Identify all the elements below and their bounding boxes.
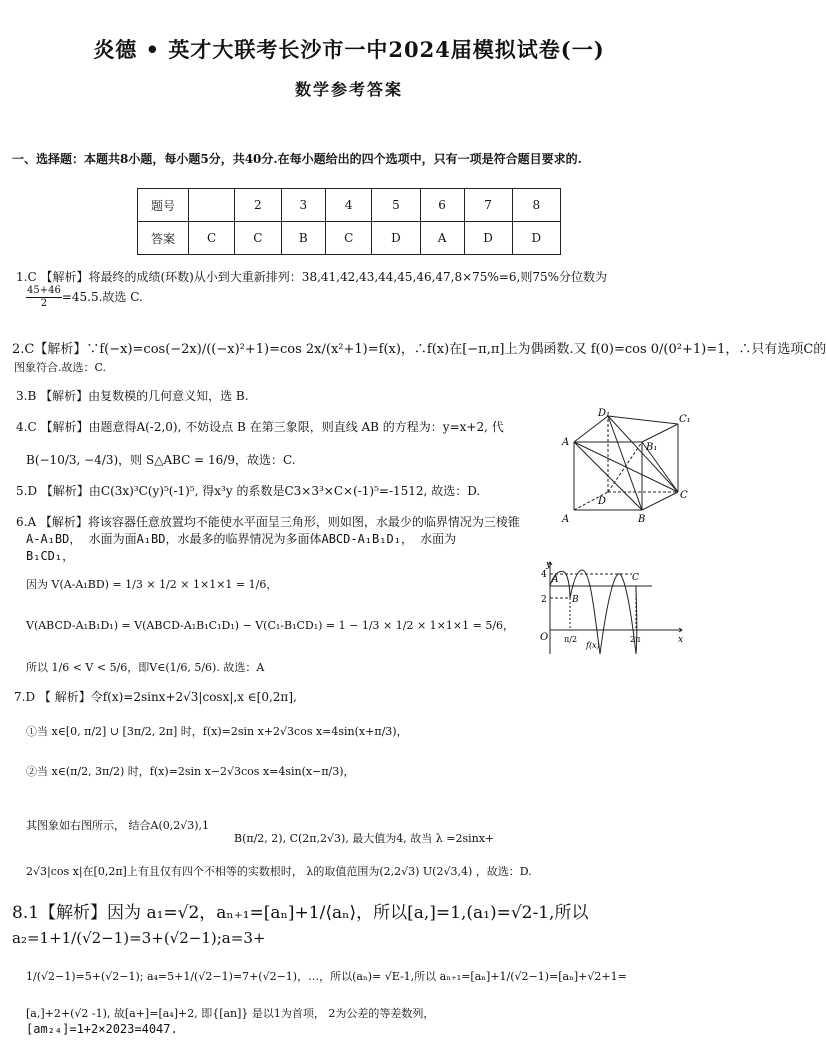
q6-line3: B₁CD₁， [26,549,75,563]
table-header-cell: 答案 [138,222,189,255]
table-cell: C [235,222,281,255]
cube-diagram [558,404,690,526]
q6-line1: 6.A 【解析】将该容器任意放置均不能使水平面呈三角形，则如图，水最少的临界情况为三棱锥 [16,515,520,529]
page-title: 炎德 • 英才大联考长沙市一中2024届模拟试卷(一) [93,37,605,62]
q8-line4: [a,]+2+(√2 -1), 故[a+]=[a₄]+2, 即{[an]} 是以1为首项， 2为公差的等差数列， [26,1007,435,1020]
graph-label-b: B [572,595,579,605]
table-cell: D [464,222,512,255]
q1-fraction: $\frac{45+46}{2}$ [27,285,61,309]
cube-label-c: C [680,490,688,501]
graph-label-fx: f(x) [586,641,600,650]
table-cell: 5 [372,189,420,222]
cube-label-c1: C₁ [679,414,691,425]
q6-line6: 所以 1/6 < V < 5/6，即V∈(1/6, 5/6). 故选：A [26,661,265,674]
q8-line1: 8.1【解析】因为 a₁=√2，aₙ₊₁=[aₙ]+1/⟨aₙ⟩，所以[a,]=1,(a₁)=√2-1,所以 [12,903,589,923]
table-cell [189,189,235,222]
q7-line5: B(π/2, 2), C(2π,2√3), 最大值为4, 故当 λ =2sinx+ [234,832,495,845]
q8-line3: 1/(√2−1)=5+(√2−1); a₄=5+1/(√2−1)=7+(√2−1)，…，所以(aₙ)= √E-1,所以 aₙ₊₁=[aₙ]+1/(√2−1)=[aₙ]+√2+1= [26,970,627,983]
section-heading: 一、选择题：本题共8小题，每小题5分，共40分.在每小题给出的四个选项中，只有一项是符合题目要求的. [12,152,582,166]
table-cell: C [326,222,372,255]
graph-label-2pi: 2π [630,635,641,644]
cube-label-b: B [638,514,646,525]
graph-label-2: 2 [541,595,547,605]
table-header-cell: 题号 [138,189,189,222]
table-cell: 8 [512,189,560,222]
q7-line3: ②当 x∈(π/2, 3π/2) 时，f(x)=2sin x−2√3cos x=4sin(x−π/3)， [26,765,355,778]
q7-line6: 2√3|cos x|在[0,2π]上有且仅有四个不相等的实数根时， λ的取值范围为(2,2√3) U(2√3,4) ，故选：D. [26,865,532,878]
q6-line2: A-A₁BD， 水面为面A₁BD，水最多的临界情况为多面体ABCD-A₁B₁D₁， 水面为 [26,532,457,546]
graph-label-pi2: π/2 [564,635,578,644]
q6-line5: V(ABCD-A₁B₁D₁) = V(ABCD-A₁B₁C₁D₁) − V(C₁-B₁CD₁) = 1 − 1/3 × 1/2 × 1×1×1 = 5/6， [26,619,515,632]
cube-label-b1: B₁ [646,442,658,453]
table-cell: A [420,222,464,255]
table-cell: 7 [464,189,512,222]
q2-line2: 图象符合.故选：C. [14,361,107,374]
q1-line2: $\frac{45+46}{2}$ =45.5.故选 C. [27,285,143,309]
graph-label-4: 4 [541,570,547,580]
q8-line5: [am₂₄]=1+2×2023=4047. [26,1022,178,1036]
graph-label-y: y [546,560,552,570]
table-cell: D [372,222,420,255]
graph-label-a: A [552,575,559,585]
graph-label-c: C [632,573,639,583]
table-cell: 4 [326,189,372,222]
cube-label-d1: D₁ [598,408,611,419]
q3-line: 3.B 【解析】由复数模的几何意义知，选 B. [16,389,249,403]
answer-table [137,188,561,255]
table-cell: D [512,222,560,255]
function-graph [532,558,688,658]
q4-line2: B(−10/3, −4/3)，则 S△ABC = 16/9，故选：C. [26,453,296,467]
table-cell: C [189,222,235,255]
page-subtitle: 数学参考答案 [294,80,403,99]
cube-label-d: D [598,496,607,507]
table-cell: 3 [281,189,326,222]
q5-line: 5.D 【解析】由C(3x)³C(y)⁵(-1)⁵, 得x³y 的系数是C3×3³×C×(-1)⁵=-1512, 故选：D. [16,484,481,498]
q1-line1: 1.C 【解析】将最终的成绩(环数)从小到大重新排列：38,41,42,43,44,45,46,47,8×75%=6,则75%分位数为 [16,270,608,284]
q6-line4: 因为 V(A-A₁BD) = 1/3 × 1/2 × 1×1×1 = 1/6， [26,578,278,591]
table-row [138,189,561,222]
cube-label-a: A [562,514,570,525]
graph-label-origin: O [540,632,549,643]
q7-line2: ①当 x∈[0, π/2] ∪ [3π/2, 2π] 时，f(x)=2sin x+2√3cos x=4sin(x+π/3)， [26,725,408,738]
table-cell: 2 [235,189,281,222]
table-cell: 6 [420,189,464,222]
q8-line2: a₂=1+1/(√2−1)=3+(√2−1);a=3+ [12,929,266,947]
graph-label-x: x [678,635,684,645]
q7-line4: 其图象如右图所示， 结合A(0,2√3),1 [26,819,210,832]
q2-line1: 2.C【解析】∵f(−x)=cos(−2x)/((−x)²+1)=cos 2x/(x²+1)=f(x)，∴f(x)在[−π,π]上为偶函数.又 f(0)=cos 0/(0²+1)=1，∴只有选项C的 [12,342,826,357]
q4-line1: 4.C 【解析】由题意得A(-2,0), 不妨设点 B 在第三象限，则直线 AB 的方程为：y=x+2, 代 [16,420,504,434]
table-row [138,222,561,255]
q7-line1: 7.D 【 解析】令f(x)=2sinx+2√3|cosx|,x ∈[0,2π], [14,690,297,704]
cube-label-a1: A [562,437,570,448]
table-cell: B [281,222,326,255]
